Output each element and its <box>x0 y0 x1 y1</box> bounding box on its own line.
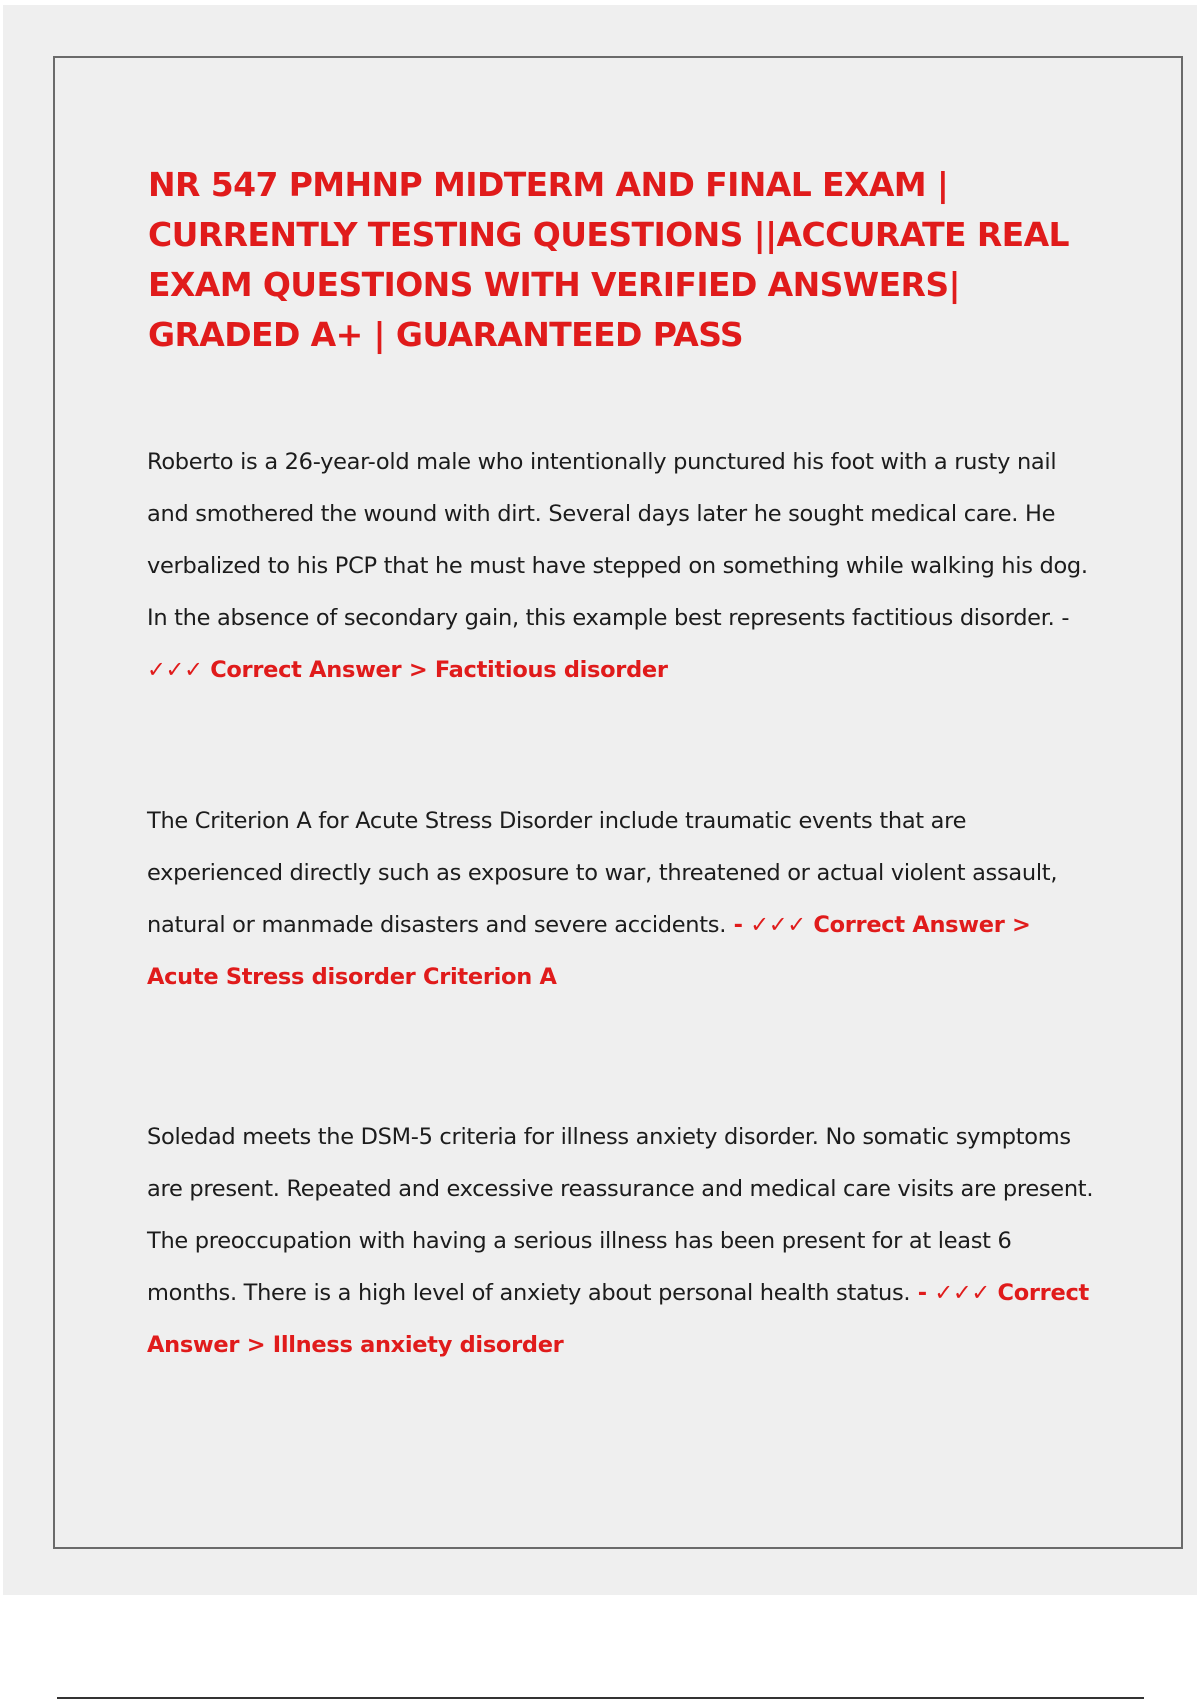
question-block-2 <box>147 795 1097 1003</box>
correct-answer-3: ✓✓✓ Correct Answer > Illness anxiety disorder <box>147 1280 1089 1358</box>
answer-separator-1: - <box>1054 605 1070 631</box>
correct-answer-1: ✓✓✓ Correct Answer > Factitious disorder <box>147 657 668 683</box>
question-block-3 <box>147 1111 1097 1371</box>
answer-separator-3: - <box>910 1280 935 1306</box>
answer-separator-2: - <box>726 912 751 938</box>
question-text-1: Roberto is a 26-year-old male who intentionally punctured his foot with a rusty nail and smothered the wound with dirt. Several days later he sought medical care. He verbalized to his PCP that he must have stepped on something while walking his dog. In the absence of secondary gain, this example best represents factitious disorder. <box>147 449 1088 631</box>
question-text-3: Soledad meets the DSM-5 criteria for illness anxiety disorder. No somatic symptoms are present. Repeated and excessive reassurance and medical care visits are present. The preoccupation with having a serious illness has been present for at least 6 months. There is a high level of anxiety about personal health status. <box>147 1124 1094 1306</box>
document-title: NR 547 PMHNP MIDTERM AND FINAL EXAM | CURRENTLY TESTING QUESTIONS ||ACCURATE REAL EXAM QUESTIONS WITH VERIFIED ANSWERS| GRADED A+ | GUARANTEED PASS <box>148 165 1069 354</box>
question-text-2: The Criterion A for Acute Stress Disorder include traumatic events that are experienced directly such as exposure to war, threatened or actual violent assault, natural or manmade disasters and severe accidents. <box>147 808 1058 938</box>
question-block-1 <box>147 436 1097 696</box>
correct-answer-2: ✓✓✓ Correct Answer > Acute Stress disorder Criterion A <box>147 912 1031 990</box>
footer-divider <box>57 1697 1144 1699</box>
